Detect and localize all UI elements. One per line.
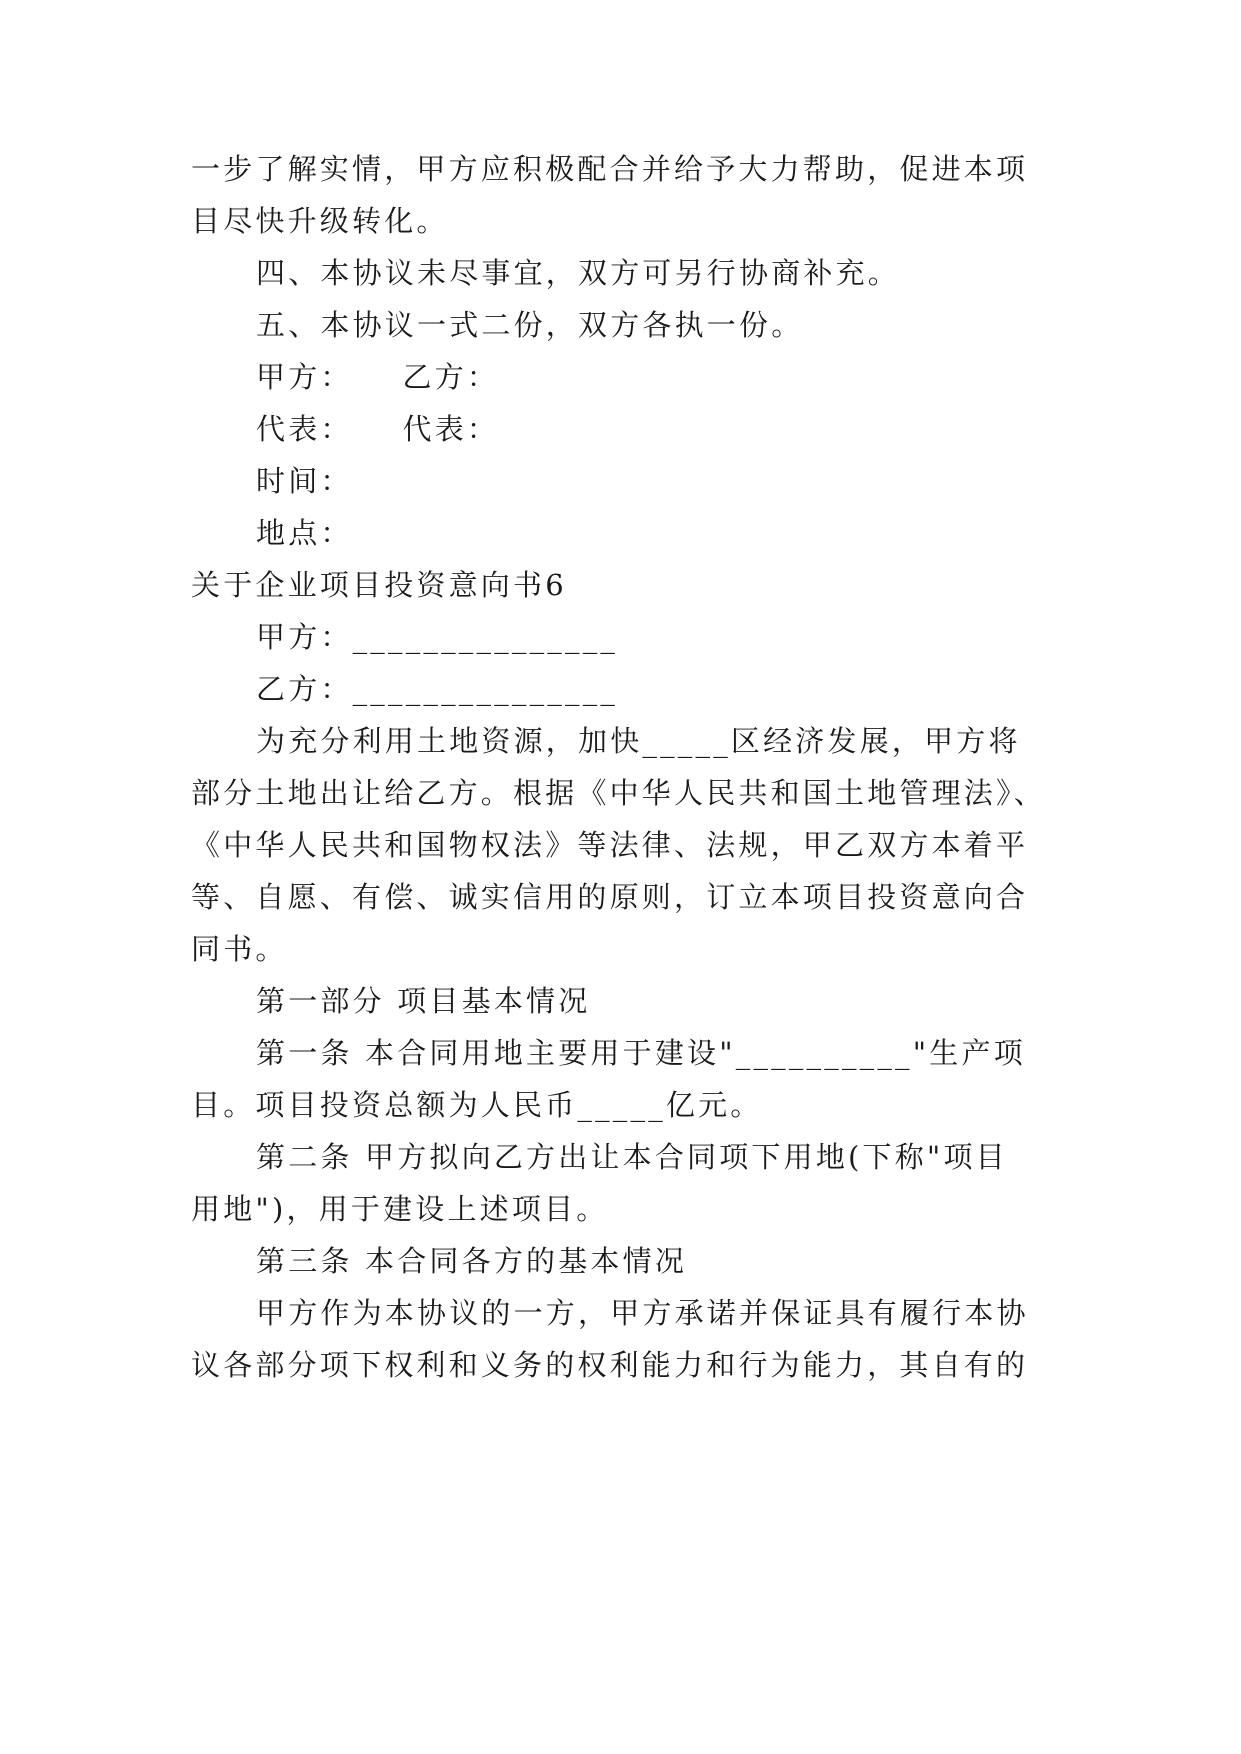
- paragraph-line: 用地")，用于建设上述项目。: [191, 1192, 609, 1226]
- paragraph-line: 甲方作为本协议的一方，甲方承诺并保证具有履行本协: [256, 1296, 1029, 1330]
- party-b-field: 乙方：_______________: [256, 672, 619, 706]
- paragraph-line: 《中华人民共和国物权法》等法律、法规，甲乙双方本着平: [191, 828, 1029, 862]
- location-field: 地点：: [256, 516, 353, 550]
- section-title: 关于企业项目投资意向书6: [191, 568, 567, 602]
- representative-signature-line: 代表： 代表：: [256, 412, 500, 446]
- article-three: 第三条 本合同各方的基本情况: [256, 1244, 688, 1278]
- paragraph-line: 部分土地出让给乙方。根据《中华人民共和国土地管理法》、: [191, 776, 1046, 810]
- time-field: 时间：: [256, 464, 353, 498]
- clause-five: 五、本协议一式二份，双方各执一份。: [256, 308, 804, 342]
- part-heading: 第一部分 项目基本情况: [256, 984, 591, 1018]
- article-two: 第二条 甲方拟向乙方出让本合同项下用地(下称"项目: [256, 1140, 1008, 1174]
- paragraph-line: 目尽快升级转化。: [191, 204, 449, 238]
- clause-four: 四、本协议未尽事宜，双方可另行协商补充。: [256, 256, 901, 290]
- paragraph-line: 目。项目投资总额为人民币_____亿元。: [191, 1088, 763, 1122]
- paragraph-line: 同书。: [191, 932, 288, 966]
- paragraph-line: 等、自愿、有偿、诚实信用的原则，订立本项目投资意向合: [191, 880, 1029, 914]
- article-one: 第一条 本合同用地主要用于建设"__________"生产项: [256, 1036, 1026, 1070]
- party-signature-line: 甲方： 乙方：: [256, 360, 500, 394]
- paragraph-line: 为充分利用土地资源，加快_____区经济发展，甲方将: [256, 724, 1021, 758]
- paragraph-line: 一步了解实情，甲方应积极配合并给予大力帮助，促进本项: [191, 152, 1029, 186]
- paragraph-line: 议各部分项下权利和义务的权利能力和行为能力，其自有的: [191, 1348, 1029, 1382]
- party-a-field: 甲方：_______________: [256, 620, 619, 654]
